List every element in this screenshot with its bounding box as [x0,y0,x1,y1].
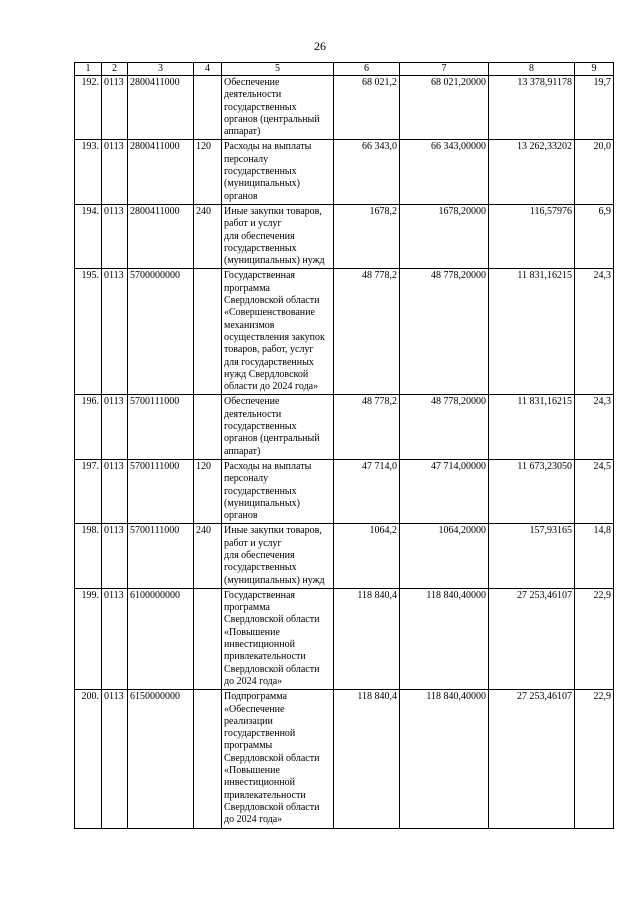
item-name-line: аппарат) [224,126,261,138]
item-name [222,395,334,459]
section-code: 0113 [102,524,128,588]
item-name-line: Свердловской области [224,614,320,626]
item-name-line: деятельности [224,408,282,420]
item-name [222,524,334,588]
item-name-line: привлекательности [224,651,306,663]
item-name-line: органов [224,510,258,522]
row-number: 199. [75,588,102,689]
item-name-line: для обеспечения [224,549,295,561]
item-name-line: государственных [224,421,297,433]
value-col-6: 47 714,0 [334,459,400,523]
item-name-line: Расходы на выплаты [224,460,312,472]
item-name-line: (муниципальных) [224,178,300,190]
item-name-line: (муниципальных) [224,497,300,509]
value-col-8: 11 831,16215 [489,395,575,459]
item-name-line: товаров, работ, услуг [224,344,314,356]
row-number: 192. [75,76,102,140]
percent-col-9: 6,9 [575,204,614,268]
item-name-line: программа [224,602,270,614]
target-code: 6100000000 [128,588,194,689]
expense-type: 120 [194,459,222,523]
value-col-6: 118 840,4 [334,690,400,828]
column-header-4: 4 [194,63,222,76]
column-header-7: 7 [400,63,489,76]
target-code: 5700111000 [128,395,194,459]
table-row [75,690,614,828]
value-col-8: 13 378,91178 [489,76,575,140]
item-name-line: персоналу [224,153,269,165]
section-code: 0113 [102,269,128,395]
item-name-line: аппарат) [224,445,261,457]
section-code: 0113 [102,459,128,523]
item-name-line: области до 2024 года» [224,381,319,393]
percent-col-9: 14,8 [575,524,614,588]
expense-type [194,269,222,395]
item-name [222,76,334,140]
item-name-line: Иные закупки товаров, [224,205,322,217]
column-header-5: 5 [222,63,334,76]
item-name-line: «Обеспечение [224,703,285,715]
table-row [75,588,614,689]
item-name-line: деятельности [224,89,282,101]
item-name-line: до 2024 года» [224,814,283,826]
value-col-7: 1678,20000 [400,204,489,268]
item-name-line: государственных [224,485,297,497]
item-name-line: государственных [224,562,297,574]
item-name-line: инвестиционной [224,639,295,651]
percent-col-9: 24,3 [575,269,614,395]
section-code: 0113 [102,204,128,268]
item-name [222,269,334,395]
section-code: 0113 [102,76,128,140]
table-row [75,269,614,395]
percent-col-9: 24,3 [575,395,614,459]
value-col-6: 68 021,2 [334,76,400,140]
column-header-1: 1 [75,63,102,76]
expense-type [194,588,222,689]
percent-col-9: 19,7 [575,76,614,140]
row-number: 196. [75,395,102,459]
item-name-line: механизмов [224,319,275,331]
item-name-line: (муниципальных) нужд [224,574,325,586]
table-row [75,395,614,459]
value-col-7: 118 840,40000 [400,690,489,828]
expense-type [194,76,222,140]
target-code: 5700111000 [128,459,194,523]
row-number: 198. [75,524,102,588]
expense-type [194,690,222,828]
table-row [75,524,614,588]
row-number: 193. [75,140,102,204]
expense-type: 120 [194,140,222,204]
section-code: 0113 [102,690,128,828]
item-name-line: Государственная [224,270,296,282]
item-name-line: персоналу [224,473,269,485]
target-code: 5700111000 [128,524,194,588]
item-name-line: Свердловской области [224,801,320,813]
value-col-6: 48 778,2 [334,269,400,395]
item-name-line: «Совершенствование [224,307,315,319]
item-name-line: государственных [224,242,297,254]
table-row [75,140,614,204]
value-col-7: 48 778,20000 [400,395,489,459]
item-name-line: государственных [224,101,297,113]
percent-col-9: 24,5 [575,459,614,523]
item-name-line: органов (центральный [224,113,320,125]
target-code: 5700000000 [128,269,194,395]
item-name-line: нужд Свердловской [224,368,309,380]
value-col-8: 11 831,16215 [489,269,575,395]
item-name-line: Расходы на выплаты [224,141,312,153]
item-name-line: Обеспечение [224,396,280,408]
item-name-line: государственной [224,728,296,740]
item-name-line: Государственная [224,589,296,601]
expense-type: 240 [194,524,222,588]
item-name-line: Свердловской области [224,295,320,307]
value-col-6: 118 840,4 [334,588,400,689]
section-code: 0113 [102,395,128,459]
item-name-line: программа [224,282,270,294]
column-header-3: 3 [128,63,194,76]
target-code: 2800411000 [128,76,194,140]
column-header-9: 9 [575,63,614,76]
value-col-7: 118 840,40000 [400,588,489,689]
value-col-8: 13 262,33202 [489,140,575,204]
item-name [222,204,334,268]
row-number: 197. [75,459,102,523]
item-name-line: органов [224,190,258,202]
item-name-line: работ и услуг [224,537,282,549]
target-code: 2800411000 [128,204,194,268]
percent-col-9: 22,9 [575,588,614,689]
value-col-6: 1064,2 [334,524,400,588]
row-number: 195. [75,269,102,395]
value-col-8: 27 253,46107 [489,588,575,689]
item-name-line: инвестиционной [224,777,295,789]
item-name-line: для государственных [224,356,314,368]
item-name-line: органов (центральный [224,433,320,445]
value-col-8: 27 253,46107 [489,690,575,828]
table-body [75,76,614,829]
header-row [75,63,614,76]
item-name-line: до 2024 года» [224,675,283,687]
page-number: 26 [314,39,326,53]
value-col-6: 1678,2 [334,204,400,268]
percent-col-9: 20,0 [575,140,614,204]
column-header-2: 2 [102,63,128,76]
item-name-line: Свердловской области [224,752,320,764]
value-col-6: 66 343,0 [334,140,400,204]
item-name-line: Иные закупки товаров, [224,525,322,537]
item-name-line: реализации [224,715,273,727]
item-name-line: работ и услуг [224,218,282,230]
expense-type: 240 [194,204,222,268]
value-col-8: 157,93165 [489,524,575,588]
percent-col-9: 22,9 [575,690,614,828]
item-name-line: Обеспечение [224,77,280,88]
section-code: 0113 [102,588,128,689]
item-name-line: «Повышение [224,765,280,777]
item-name-line: «Повышение [224,626,280,638]
row-number: 200. [75,690,102,828]
value-col-7: 48 778,20000 [400,269,489,395]
value-col-8: 116,57976 [489,204,575,268]
item-name-line: (муниципальных) нужд [224,255,325,267]
value-col-6: 48 778,2 [334,395,400,459]
table-row [75,204,614,268]
value-col-7: 66 343,00000 [400,140,489,204]
item-name [222,459,334,523]
value-col-7: 68 021,20000 [400,76,489,140]
budget-table [74,62,614,829]
item-name [222,140,334,204]
target-code: 2800411000 [128,140,194,204]
table-row [75,459,614,523]
item-name-line: Подпрограмма [224,691,287,703]
column-header-8: 8 [489,63,575,76]
section-code: 0113 [102,140,128,204]
row-number: 194. [75,204,102,268]
value-col-7: 47 714,00000 [400,459,489,523]
item-name-line: Свердловской области [224,663,320,675]
item-name [222,588,334,689]
item-name-line: привлекательности [224,789,306,801]
column-header-6: 6 [334,63,400,76]
value-col-7: 1064,20000 [400,524,489,588]
table-row [75,76,614,140]
item-name-line: программы [224,740,273,752]
item-name [222,690,334,828]
value-col-8: 11 673,23050 [489,459,575,523]
expense-type [194,395,222,459]
target-code: 6150000000 [128,690,194,828]
item-name-line: для обеспечения [224,230,295,242]
item-name-line: государственных [224,166,297,178]
item-name-line: осуществления закупок [224,331,325,343]
